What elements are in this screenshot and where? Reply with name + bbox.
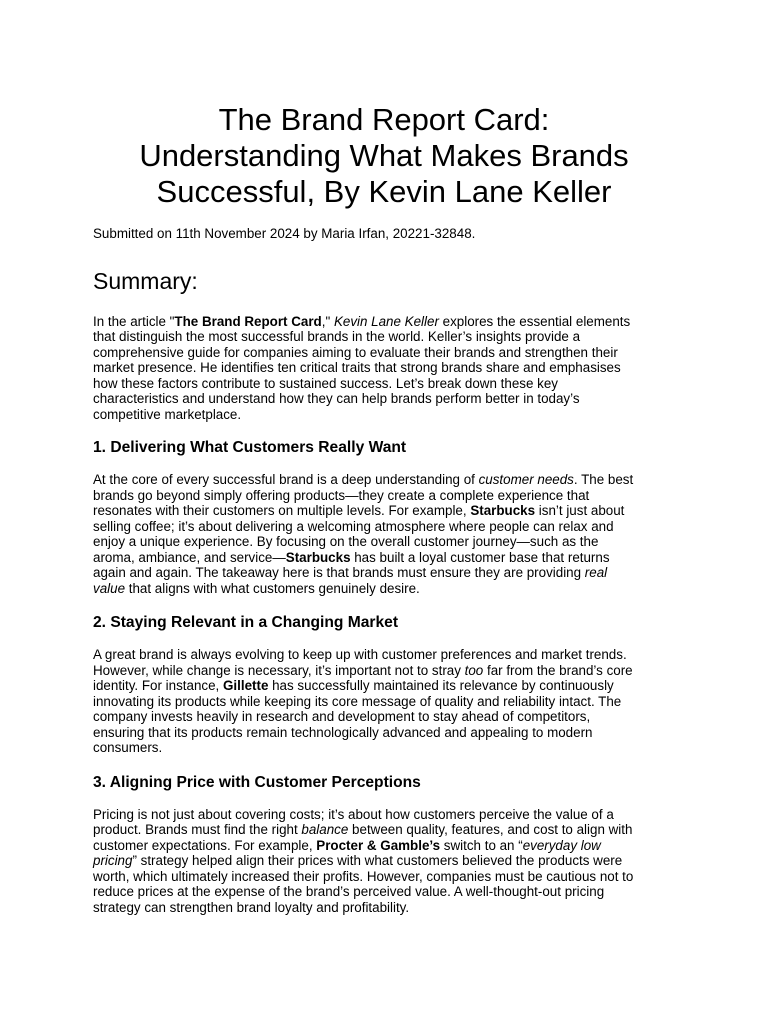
section-heading: 1. Delivering What Customers Really Want	[93, 439, 407, 456]
title-line: Understanding What Makes Brands	[139, 138, 629, 173]
submission-line: Submitted on 11th November 2024 by Maria Irfan, 20221-32848.	[93, 226, 476, 241]
intro-paragraph: In the article "The Brand Report Card," Kevin Lane Keller explores the essential elements that distinguish the most successful brands in the world. Keller’s insights provide a comprehensive guide for companies aiming to evaluate their brands and strengthen their market presence. He identifies ten critical traits that strong brands share and emphasises how these factors contribute to sustained success. Let’s break down these key characteristics and understand how they can help brands perform better in today’s competitive marketplace.	[93, 313, 631, 422]
author-name-italic: Kevin Lane Keller	[333, 313, 439, 329]
article-title-bold: The Brand Report Card	[174, 313, 322, 329]
section-heading: 3. Aligning Price with Customer Perceptions	[93, 773, 421, 791]
section-paragraph: At the core of every successful brand is a deep understanding of customer needs. The best brands go beyond simply offering products—they create a complete experience that resonates with their customers on multiple levels. For example, Starbucks isn’t just about selling coffee; it’s about delivering a welcoming atmosphere where people can relax and enjoy a unique experience. By focusing on the overall customer journey—such as the aroma, ambiance, and service—Starbucks has built a loyal customer base that returns again and again. The takeaway here is that brands must ensure they are providing real value that aligns with what customers genuinely desire.	[93, 472, 634, 596]
title-line: The Brand Report Card:	[218, 102, 550, 137]
section-paragraph: A great brand is always evolving to keep up with customer preferences and market trends. However, while change is necessary, it’s important not to stray too far from the brand’s core identity. For instance, Gillette has successfully maintained its relevance by continuously innovating its products while keeping its core message of quality and reliability intact. The company invests heavily in research and development to stay ahead of competitors, ensuring that its products remain technologically advanced and appealing to modern consumers.	[93, 647, 633, 755]
section-heading: 2. Staying Relevant in a Changing Market	[93, 614, 399, 631]
title-line: Successful, By Kevin Lane Keller	[156, 174, 612, 209]
section-paragraph: Pricing is not just about covering costs; it’s about how customers perceive the value of a product. Brands must find the right balance between quality, features, and cost to align with customer expectations. For example, Procter & Gamble’s switch to an “everyday low pricing” strategy helped align their prices with what customers believed the products were worth, which ultimately increased their profits. However, companies must be cautious not to reduce prices at the expense of the brand’s perceived value. A well-thought-out pricing strategy can strengthen brand loyalty and profitability.	[93, 806, 634, 915]
summary-heading: Summary:	[93, 267, 198, 294]
document-title	[93, 0, 675, 210]
